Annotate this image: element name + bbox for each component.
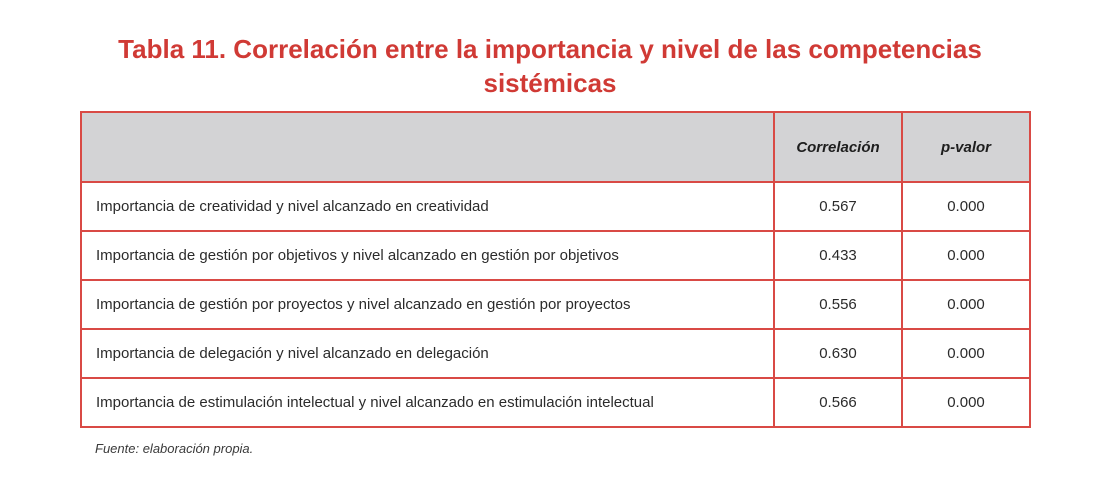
- table-title: [0, 32, 1100, 100]
- table-row: [81, 378, 1030, 427]
- table-row: [81, 280, 1030, 329]
- row-p-valor: 0.000: [902, 231, 1030, 280]
- table-title-line1: Tabla 11. Correlación entre la importancia y nivel de las competencias: [118, 34, 982, 64]
- table-header-row: [81, 112, 1030, 182]
- row-label: Importancia de creatividad y nivel alcanzado en creatividad: [81, 182, 774, 231]
- row-p-valor: 0.000: [902, 280, 1030, 329]
- row-correlacion: 0.433: [774, 231, 902, 280]
- table-row: [81, 231, 1030, 280]
- correlation-table: [80, 111, 1031, 428]
- row-label: Importancia de estimulación intelectual y nivel alcanzado en estimulación intelectual: [81, 378, 774, 427]
- table-title-line2: sistémicas: [483, 68, 617, 98]
- row-label: Importancia de gestión por objetivos y nivel alcanzado en gestión por objetivos: [81, 231, 774, 280]
- row-correlacion: 0.566: [774, 378, 902, 427]
- table-row: [81, 329, 1030, 378]
- header-correlacion: Correlación: [774, 112, 902, 182]
- row-correlacion: 0.556: [774, 280, 902, 329]
- header-empty: [81, 112, 774, 182]
- row-correlacion: 0.567: [774, 182, 902, 231]
- row-label: Importancia de gestión por proyectos y nivel alcanzado en gestión por proyectos: [81, 280, 774, 329]
- row-correlacion: 0.630: [774, 329, 902, 378]
- row-label: Importancia de delegación y nivel alcanzado en delegación: [81, 329, 774, 378]
- header-p-valor: p-valor: [902, 112, 1030, 182]
- row-p-valor: 0.000: [902, 182, 1030, 231]
- row-p-valor: 0.000: [902, 378, 1030, 427]
- row-p-valor: 0.000: [902, 329, 1030, 378]
- source-note: Fuente: elaboración propia.: [95, 441, 254, 456]
- table-row: [81, 182, 1030, 231]
